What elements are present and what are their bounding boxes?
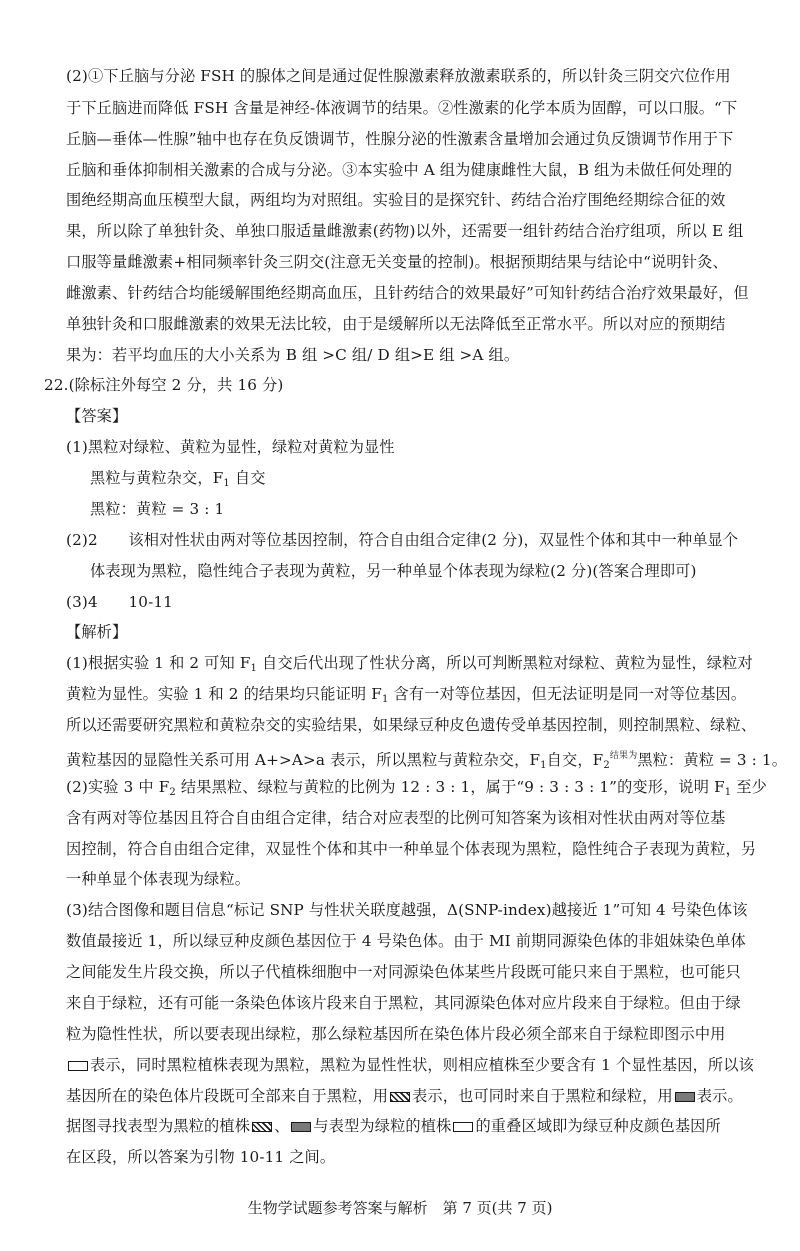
text-line: 围绝经期高血压模型大鼠，两组均为对照组。实验目的是探究针、药结合治疗围绝经期综合征的效 xyxy=(66,191,726,209)
analysis-2-line-3: 因控制，符合自由组合定律，双显性个体和其中一种单显个体表现为黑粒，隐性纯合子表现为黄粒，另 xyxy=(66,840,757,858)
text-line: 单独针灸和口服雌激素的效果无法比较，由于是缓解所以无法降低至正常水平。所以对应的预期结 xyxy=(66,315,726,333)
analysis-3-line-2: 数值最接近 1，所以绿豆种皮颜色基因位于 4 号染色体。由于 MⅠ 前期同源染色体的非姐妹染色单体 xyxy=(66,932,746,950)
text-line: 于下丘脑进而降低 FSH 含量是神经-体液调节的结果。②性激素的化学本质为固醇，可以口服。“下 xyxy=(66,99,738,117)
text-line: 雌激素、针药结合均能缓解围绝经期高血压，且针药结合的效果最好”可知针药结合治疗效果最好，但 xyxy=(66,284,749,302)
text-line: 口服等量雌激素+相同频率针灸三阴交(注意无关变量的控制)。根据预期结果与结论中“说明针灸、 xyxy=(66,253,728,271)
analysis-1-line-1: (1)根据实验 1 和 2 可知 $F_1$ 自交后代出现了性状分离，所以可判断黑粒对绿粒、黄粒为显性，绿粒对 xyxy=(66,654,753,674)
answer-3: (3)4 10-11 xyxy=(66,593,173,611)
text-line: (2)①下丘脑与分泌 FSH 的腺体之间是通过促性腺激素释放激素联系的，所以针灸三阴交穴位作用 xyxy=(66,67,731,85)
black-segment-legend-icon xyxy=(252,1122,272,1132)
answer-1-line-3: 黑粒：黄粒 = 3 : 1 xyxy=(90,500,225,518)
green-segment-legend-icon xyxy=(453,1122,473,1132)
analysis-2-line-4: 一种单显个体表现为绿粒。 xyxy=(66,870,251,888)
analysis-2-line-2: 含有两对等位基因且符合自由组合定律，结合对应表型的比例可知答案为该相对性状由两对等位基 xyxy=(66,809,726,827)
answer-1-line-1: (1)黑粒对绿粒、黄粒为显性，绿粒对黄粒为显性 xyxy=(66,438,395,456)
answer-2-line-2: 体表现为黑粒，隐性纯合子表现为黄粒，另一种单显个体表现为绿粒(2 分)(答案合理即可) xyxy=(90,562,697,580)
analysis-label: 【解析】 xyxy=(66,623,128,641)
question-22-heading: 22.(除标注外每空 2 分，共 16 分) xyxy=(44,376,284,394)
analysis-3-line-3: 之间能发生片段交换，所以子代植株细胞中一对同源染色体某些片段既可能只来自于黑粒，也可能只 xyxy=(66,963,741,981)
analysis-3-line-1: (3)结合图像和题目信息“标记 SNP 与性状关联度越强，Δ(SNP-index)越接近 1”可知 4 号染色体该 xyxy=(66,901,748,919)
answer-1-line-2: 黑粒与黄粒杂交，$F_1$ 自交 xyxy=(90,469,266,489)
analysis-1-line-4: 黄粒基因的显隐性关系可用 A+>A>a 表示，所以黑粒与黄粒杂交，$F_1$自交，$F_2^{结果为}$黑粒：黄粒 = 3 : 1。 xyxy=(66,751,788,771)
answer-label: 【答案】 xyxy=(66,407,128,425)
text-line: 丘脑和垂体抑制相关激素的合成与分泌。③本实验中 A 组为健康雌性大鼠，B 组为未做任何处理的 xyxy=(66,161,733,179)
analysis-3-line-6: 表示，同时黑粒植株表现为黑粒，黑粒为显性性状，则相应植株至少要含有 1 个显性基因，所以该 xyxy=(66,1055,754,1075)
page-footer: 生物学试题参考答案与解析 第 7 页(共 7 页) xyxy=(247,1199,553,1217)
analysis-3-line-8: 据图寻找表型为黑粒的植株 、 与表型为绿粒的植株 的重叠区域即为绿豆种皮颜色基因所 xyxy=(66,1117,721,1135)
black-segment-legend-icon xyxy=(390,1092,410,1102)
analysis-1-line-2: 黄粒为显性。实验 1 和 2 的结果均只能证明 $F_1$ 含有一对等位基因，但无法证明是同一对等位基因。 xyxy=(66,685,747,705)
mixed-segment-legend-icon xyxy=(291,1122,311,1132)
text-line: 果，所以除了单独针灸、单独口服适量雌激素(药物)以外，还需要一组针药结合治疗组项，所以 E 组 xyxy=(66,222,744,240)
mixed-segment-legend-icon xyxy=(675,1092,695,1102)
analysis-3-line-4: 来自于绿粒，还有可能一条染色体该片段来自于黑粒，其同源染色体对应片段来自于绿粒。但由于绿 xyxy=(66,994,741,1012)
text-line: 果为：若平均血压的大小关系为 B 组 >C 组/ D 组>E 组 >A 组。 xyxy=(66,346,520,364)
analysis-2-line-1: (2)实验 3 中 $F_2$ 结果黑粒、绿粒与黄粒的比例为 12 : 3 : 1，属于“9 : 3 : 3 : 1”的变形，说明 $F_1$ 至少 xyxy=(66,778,767,798)
analysis-3-line-9: 在区段，所以答案为引物 10-11 之间。 xyxy=(66,1148,336,1166)
text-line: 丘脑—垂体—性腺”轴中也存在负反馈调节，性腺分泌的性激素含量增加会通过负反馈调节作用于下 xyxy=(66,130,734,148)
analysis-3-line-7: 基因所在的染色体片段既可全部来自于黑粒，用 表示，也可同时来自于黑粒和绿粒，用 表示。 xyxy=(66,1087,743,1105)
green-segment-legend-icon xyxy=(68,1061,88,1071)
analysis-3-line-5: 粒为隐性性状，所以要表现出绿粒，那么绿粒基因所在染色体片段必须全部来自于绿粒即图示中用 xyxy=(66,1025,726,1043)
analysis-1-line-3: 所以还需要研究黑粒和黄粒杂交的实验结果，如果绿豆种皮色遗传受单基因控制，则控制黑粒、绿粒、 xyxy=(66,716,757,734)
answer-2-line-1: (2)2 该相对性状由两对等位基因控制，符合自由组合定律(2 分)，双显性个体和其中一种单显个 xyxy=(66,531,739,549)
